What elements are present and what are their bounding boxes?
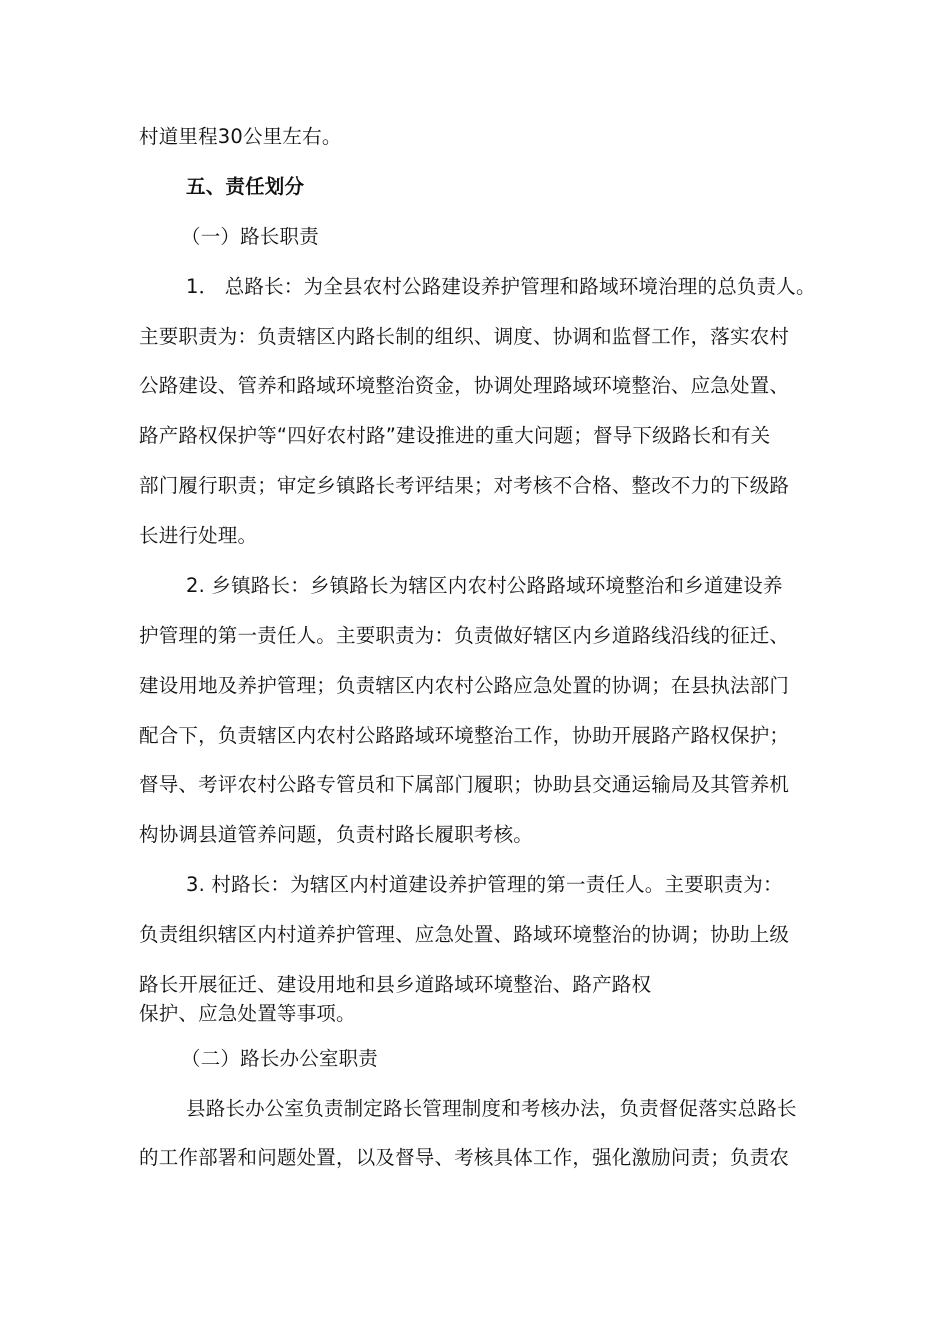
subsection-heading-1: （一）路长职责 bbox=[181, 225, 319, 248]
paragraph-line-8: 部门履行职责；审定乡镇路长考评结果；对考核不合格、整改不力的下级路 bbox=[139, 474, 790, 497]
paragraph-line-13: 配合下，负责辖区内农村公路路域环境整治工作，协助开展路产路权保护； bbox=[139, 724, 790, 747]
paragraph-line-18: 路长开展征迁、建设用地和县乡道路域环境整治、路产路权 bbox=[139, 973, 652, 996]
paragraph-line-6: 公路建设、管养和路域环境整治资金，协调处理路域环境整治、应急处置、 bbox=[139, 374, 790, 397]
paragraph-line-12: 建设用地及养护管理；负责辖区内农村公路应急处置的协调；在县执法部门 bbox=[139, 674, 790, 697]
subsection-heading-2: （二）路长办公室职责 bbox=[181, 1047, 379, 1070]
paragraph-line-15: 构协调县道管养问题，负责村路长履职考核。 bbox=[139, 823, 534, 846]
paragraph-line-9: 长进行处理。 bbox=[139, 524, 258, 547]
paragraph-line-19: 保护、应急处置等事项。 bbox=[139, 1002, 356, 1025]
paragraph-line-4: 1． 总路长：为全县农村公路建设养护管理和路域环境治理的总负责人。 bbox=[186, 275, 816, 298]
paragraph-line-11: 护管理的第一责任人。主要职责为：负责做好辖区内乡道路线沿线的征迁、 bbox=[139, 624, 790, 647]
paragraph-line-21: 县路长办公室负责制定路长管理制度和考核办法，负责督促落实总路长 bbox=[186, 1097, 797, 1120]
paragraph-line-5: 主要职责为：负责辖区内路长制的组织、调度、协调和监督工作，落实农村 bbox=[139, 325, 790, 348]
paragraph-line-10: 2. 乡镇路长：乡镇路长为辖区内农村公路路域环境整治和乡道建设养 bbox=[186, 574, 783, 597]
paragraph-line-17: 负责组织辖区内村道养护管理、应急处置、路域环境整治的协调；协助上级 bbox=[139, 923, 790, 946]
paragraph-line-14: 督导、考评农村公路专管员和下属部门履职；协助县交通运输局及其管养机 bbox=[139, 773, 790, 796]
paragraph-line-16: 3. 村路长：为辖区内村道建设养护管理的第一责任人。主要职责为： bbox=[186, 873, 783, 896]
paragraph-line-1: 村道里程30公里左右。 bbox=[139, 125, 342, 148]
section-heading: 五、责任划分 bbox=[186, 175, 305, 198]
paragraph-line-22: 的工作部署和问题处置，以及督导、考核具体工作，强化激励问责；负责农 bbox=[139, 1146, 790, 1169]
paragraph-line-7: 路产路权保护等“四好农村路”建设推进的重大问题；督导下级路长和有关 bbox=[139, 424, 771, 447]
